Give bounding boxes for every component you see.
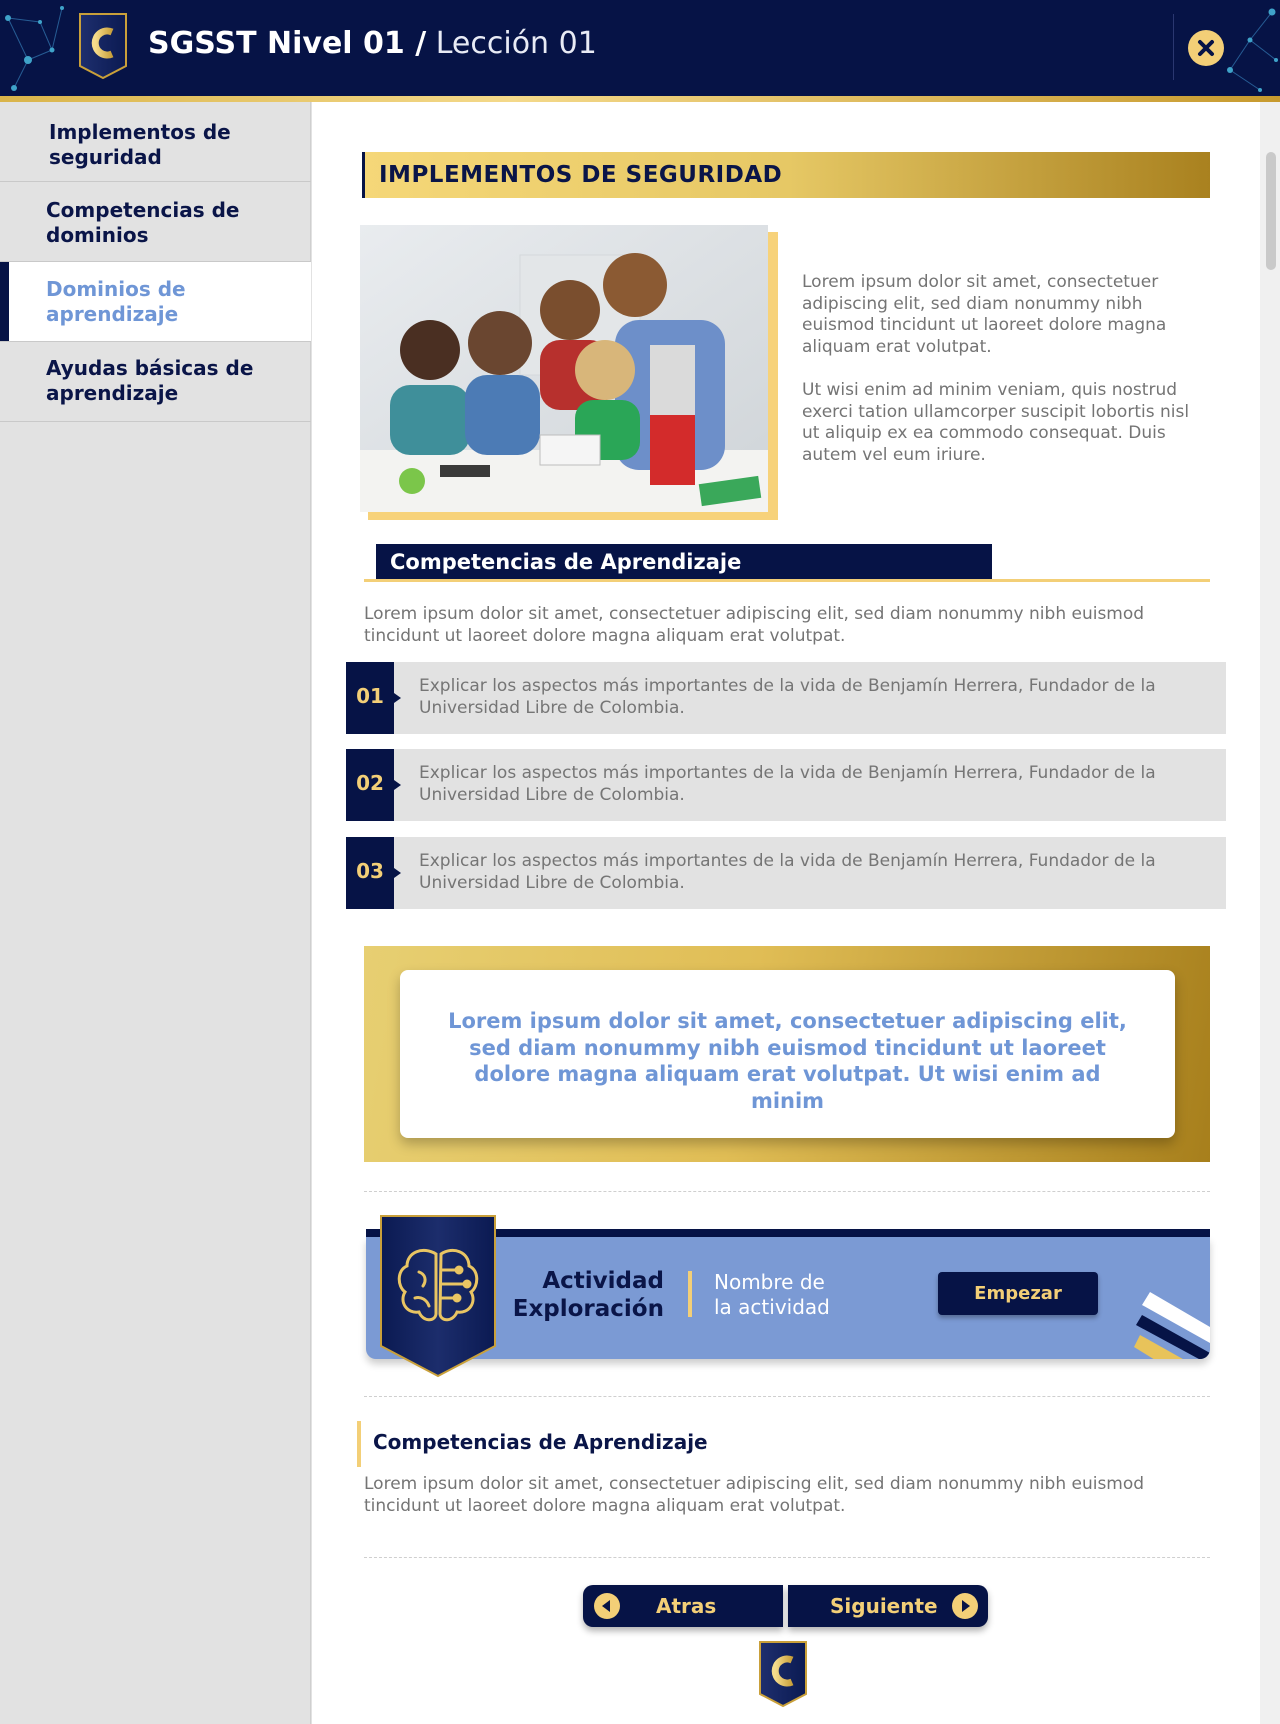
subsection-heading: [376, 544, 992, 580]
university-logo: [758, 1640, 808, 1708]
activity-separator: [688, 1271, 692, 1317]
activity-type-line: Actividad: [542, 1268, 664, 1294]
section-heading: [362, 152, 1210, 198]
course-name: SGSST Nivel 01 /: [148, 26, 427, 61]
arrow-left-icon: [594, 1593, 620, 1619]
lesson-sidebar: [0, 102, 311, 1724]
heading-accent: [357, 1421, 361, 1467]
back-button-label: Atras: [656, 1594, 717, 1618]
divider: [364, 1557, 1210, 1558]
objective-number-badge: [346, 837, 394, 909]
objective-text: Explicar los aspectos más importantes de la vida de Benjamín Herrera, Fundador de la Universidad Libre de Colombia.: [419, 763, 1156, 805]
arrow-right-icon: [952, 1593, 978, 1619]
objective-number: 01: [356, 684, 384, 708]
sidebar-item-dominios[interactable]: [0, 262, 311, 342]
objective-text: Explicar los aspectos más importantes de la vida de Benjamín Herrera, Fundador de la Universidad Libre de Colombia.: [419, 851, 1156, 893]
activity-type-label: [500, 1267, 664, 1323]
lesson-name: Lección 01: [435, 26, 597, 61]
section-heading-2: Competencias de Aprendizaje: [373, 1430, 708, 1454]
next-button-label: Siguiente: [830, 1594, 938, 1618]
sidebar-item-implementos[interactable]: [0, 102, 311, 182]
sidebar-item-label: Competencias de dominios: [46, 198, 240, 247]
objective-item: [346, 662, 1226, 734]
network-decoration-icon: [1220, 0, 1280, 96]
objective-text: Explicar los aspectos más importantes de la vida de Benjamín Herrera, Fundador de la Universidad Libre de Colombia.: [419, 676, 1156, 718]
header-divider: [1173, 14, 1174, 80]
scrollbar-thumb[interactable]: [1266, 152, 1276, 270]
students-photo: [360, 225, 768, 512]
quote-card: [400, 970, 1175, 1138]
intro-paragraph: Ut wisi enim ad minim veniam, quis nostrud exerci tation ullamcorper suscipit lobortis nisl ut aliquip ex ea commodo consequat. Duis autem vel eum iriure.: [802, 380, 1190, 465]
objective-number-badge: [346, 662, 394, 734]
quote-text: Lorem ipsum dolor sit amet, consectetuer adipiscing elit, sed diam nonummy nibh euismod tincidunt ut laoreet dolore magna aliquam erat volutpat. Ut wisi enim ad minim: [448, 1009, 1127, 1113]
divider: [364, 1191, 1210, 1192]
activity-name-line: la actividad: [714, 1295, 830, 1319]
scrollbar[interactable]: [1260, 102, 1280, 1724]
activity-name-line: Nombre de: [714, 1270, 825, 1294]
competencias-paragraph: Lorem ipsum dolor sit amet, consectetuer adipiscing elit, sed diam nonummy nibh euismod tincidunt ut laoreet dolore magna aliquam erat volutpat.: [364, 604, 1145, 646]
network-decoration-icon: [0, 0, 70, 96]
activity-type-line: Exploración: [512, 1296, 664, 1322]
close-button[interactable]: [1188, 30, 1224, 66]
subsection-underline: [364, 579, 1210, 582]
objective-number: 02: [356, 771, 384, 795]
sidebar-item-label: Implementos de seguridad: [49, 120, 231, 169]
objective-number: 03: [356, 859, 384, 883]
close-icon: [1196, 38, 1216, 58]
intro-paragraph: Lorem ipsum dolor sit amet, consectetuer adipiscing elit, sed diam nonummy nibh euismod tincidunt ut laoreet dolore magna aliquam erat volutpat.: [802, 272, 1167, 357]
sidebar-item-label: Ayudas básicas de aprendizaje: [46, 356, 254, 405]
back-button[interactable]: [583, 1585, 783, 1627]
section-title: IMPLEMENTOS DE SEGURIDAD: [379, 162, 783, 188]
app-header: [0, 0, 1280, 96]
start-activity-button[interactable]: Empezar: [938, 1272, 1098, 1315]
sidebar-item-label: Dominios de aprendizaje: [46, 277, 186, 326]
competencias-paragraph-2: Lorem ipsum dolor sit amet, consectetuer adipiscing elit, sed diam nonummy nibh euismod tincidunt ut laoreet dolore magna aliquam erat volutpat.: [364, 1474, 1145, 1516]
next-button[interactable]: [788, 1585, 988, 1627]
objective-item: [346, 837, 1226, 909]
subsection-title: Competencias de Aprendizaje: [390, 550, 742, 574]
decorative-stripes-icon: [1130, 1277, 1210, 1359]
page-title: [148, 26, 597, 61]
active-indicator: [0, 262, 9, 341]
sidebar-item-ayudas[interactable]: [0, 342, 311, 422]
objective-item: [346, 749, 1226, 821]
activity-name: [714, 1270, 874, 1320]
sidebar-item-competencias[interactable]: [0, 182, 311, 262]
university-logo: [78, 12, 128, 80]
objective-number-badge: [346, 749, 394, 821]
activity-badge: [379, 1214, 497, 1378]
divider: [364, 1396, 1210, 1397]
